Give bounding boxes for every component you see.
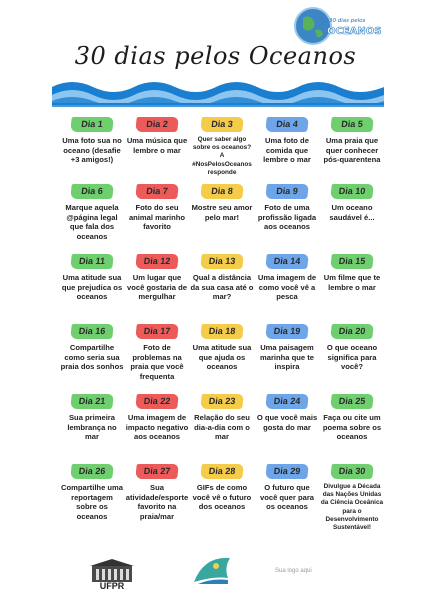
day-cell <box>320 117 384 165</box>
day-badge: Dia 22 <box>135 394 179 409</box>
day-description: Foto do seu animal marinho favorito <box>128 203 186 232</box>
day-badge: Dia 14 <box>265 254 309 269</box>
day-description: Uma paisagem marinha que te inspira <box>259 343 314 372</box>
day-description: Marque aquela @página legal que fala dos oceanos <box>65 203 119 241</box>
day-cell <box>60 324 124 372</box>
day-description: Um lugar que você gostaria de mergulhar <box>127 273 187 302</box>
wave-banner <box>52 73 384 113</box>
day-description: Foto de problemas na praia que você frequenta <box>130 343 184 381</box>
day-cell <box>125 394 189 442</box>
day-badge: Dia 17 <box>135 324 179 339</box>
day-badge: Dia 9 <box>265 184 309 199</box>
day-description: Sua primeira lembrança no mar <box>67 413 117 442</box>
day-badge: Dia 19 <box>265 324 309 339</box>
day-cell <box>60 394 124 442</box>
day-description: Uma atitude sua que ajuda os oceanos <box>192 343 252 372</box>
day-cell <box>125 464 189 521</box>
day-badge: Dia 1 <box>70 117 114 132</box>
day-badge: Dia 3 <box>200 117 244 132</box>
day-cell <box>190 394 254 442</box>
day-cell <box>60 464 124 521</box>
day-badge: Dia 21 <box>70 394 114 409</box>
day-badge: Dia 28 <box>200 464 244 479</box>
page-title: 30 dias pelos Oceanos <box>74 42 357 70</box>
day-description: Compartilhe uma reportagem sobre os oceanos <box>60 483 124 521</box>
day-badge: Dia 27 <box>135 464 179 479</box>
day-description: Mostre seu amor pelo mar! <box>191 203 253 222</box>
day-cell <box>320 184 384 222</box>
day-description: Uma música que lembre o mar <box>126 136 188 155</box>
day-cell <box>125 117 189 155</box>
logo-line1: 30 dias pelos <box>329 18 366 24</box>
day-badge: Dia 20 <box>330 324 374 339</box>
day-cell <box>190 184 254 222</box>
day-description: O que oceano significa para você? <box>326 343 378 372</box>
day-description: O futuro que você quer para os oceanos <box>259 483 315 512</box>
day-badge: Dia 10 <box>330 184 374 199</box>
day-badge: Dia 15 <box>330 254 374 269</box>
day-badge: Dia 23 <box>200 394 244 409</box>
day-cell <box>255 184 319 232</box>
day-cell <box>255 324 319 372</box>
day-badge: Dia 26 <box>70 464 114 479</box>
day-description: Uma praia que quer conhecer pós-quarentena <box>323 136 381 165</box>
day-badge: Dia 8 <box>200 184 244 199</box>
day-description: Compartilhe como seria sua praia dos sonhos <box>60 343 124 372</box>
day-description: Foto de uma profissão ligada aos oceanos <box>257 203 317 232</box>
day-cell <box>320 394 384 442</box>
day-description: Relação do seu dia-a-dia com o mar <box>194 413 250 442</box>
day-description: O que você mais gosta do mar <box>256 413 318 432</box>
day-cell <box>125 324 189 381</box>
day-badge: Dia 5 <box>330 117 374 132</box>
day-cell <box>320 254 384 292</box>
day-badge: Dia 25 <box>330 394 374 409</box>
day-badge: Dia 24 <box>265 394 309 409</box>
day-description: Divulgue a Década das Nações Unidas da Ciência Oceânica para o Desenvolvimento Sustentável! <box>320 483 384 532</box>
day-cell <box>190 324 254 372</box>
day-description: GIFs de como você vê o futuro dos oceanos <box>192 483 252 512</box>
day-description: Um oceano saudável é... <box>329 203 375 222</box>
day-badge: Dia 7 <box>135 184 179 199</box>
day-cell <box>255 254 319 302</box>
day-badge: Dia 29 <box>265 464 309 479</box>
oceanos-logo <box>293 4 382 46</box>
day-description: Uma imagem de como você vê a pesca <box>257 273 317 302</box>
day-description: Uma atitude sua que prejudica os oceanos <box>61 273 123 302</box>
day-cell <box>60 254 124 302</box>
day-description: Qual a distância da sua casa até o mar? <box>190 273 254 302</box>
day-badge: Dia 2 <box>135 117 179 132</box>
day-cell <box>320 464 384 532</box>
day-cell <box>190 254 254 302</box>
day-cell <box>190 464 254 512</box>
day-description: Sua atividade/esporte favorito na praia/mar <box>125 483 189 521</box>
day-badge: Dia 4 <box>265 117 309 132</box>
day-cell <box>255 117 319 165</box>
day-badge: Dia 6 <box>70 184 114 199</box>
logo-line2: OCEANOS <box>327 26 382 37</box>
day-description: Uma imagem de impacto negativo aos oceanos <box>125 413 189 442</box>
ufpr-label: UFPR <box>99 581 125 591</box>
day-cell <box>320 324 384 372</box>
day-badge: Dia 13 <box>200 254 244 269</box>
day-description: Um filme que te lembre o mar <box>323 273 381 292</box>
day-cell <box>60 184 124 241</box>
day-description: Quer saber algo sobre os oceanos? A #NosPelosOceanos responde <box>192 136 252 176</box>
your-logo-placeholder: Sua logo aqui <box>275 568 312 574</box>
day-badge: Dia 30 <box>330 464 374 479</box>
pes-logo <box>190 552 234 592</box>
day-description: Uma foto sua no oceano (desafie +3 amigos!) <box>62 136 122 165</box>
day-description: Uma foto de comida que lembre o mar <box>263 136 311 165</box>
day-cell <box>60 117 124 165</box>
day-cell <box>125 254 189 302</box>
day-description: Faça ou cite um poema sobre os oceanos <box>322 413 382 442</box>
day-badge: Dia 18 <box>200 324 244 339</box>
day-cell <box>255 464 319 512</box>
day-cell <box>190 117 254 177</box>
day-cell <box>255 394 319 432</box>
day-badge: Dia 12 <box>135 254 179 269</box>
day-cell <box>125 184 189 232</box>
day-badge: Dia 11 <box>70 254 114 269</box>
day-badge: Dia 16 <box>70 324 114 339</box>
